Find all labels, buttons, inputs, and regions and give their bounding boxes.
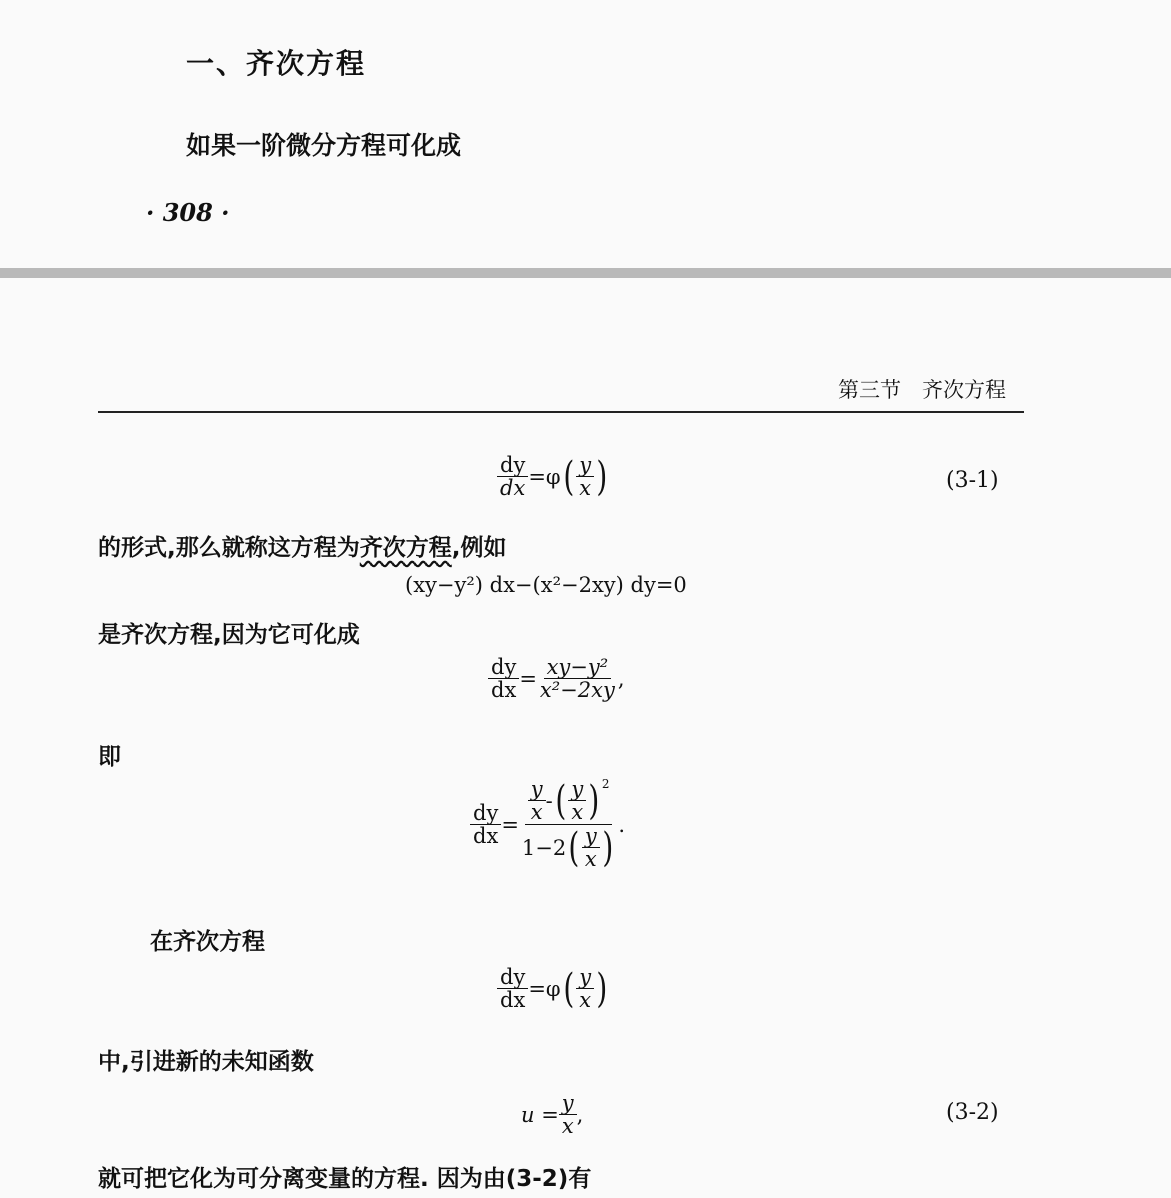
equation-2: $\frac{dy}{dx}$ = $\frac{\text{xy−y²}}{\text{x²−2xy}}$ , [488, 656, 625, 702]
page-number: · 308 · [146, 198, 230, 227]
intro-text: 如果一阶微分方程可化成 [186, 131, 462, 160]
example-equation: (xy−y²) dx−(x²−2xy) dy=0 [405, 573, 687, 597]
derivative-fraction: $\frac{dy}{dx}$ [497, 454, 528, 500]
equation-number-3-1: (3-1) [946, 468, 999, 493]
left-paren: ( [562, 454, 574, 501]
paragraph-1: 的形式,那么就称这方程为齐次方程,例如 [98, 535, 507, 561]
right-paren: ) [596, 454, 608, 501]
equation-4: $\frac{dy}{dx}$ =φ ( $\frac{y}{x}$ ) [497, 966, 610, 1012]
section-heading: 一、齐次方程 [186, 47, 367, 80]
equation-3-1 [497, 454, 610, 500]
ratio-fraction: $\frac{y}{x}$ [576, 454, 594, 500]
running-header: 第三节 齐次方程 [838, 378, 1006, 402]
paragraph-2: 是齐次方程,因为它可化成 [98, 622, 360, 648]
paragraph-5: 中,引进新的未知函数 [98, 1049, 314, 1075]
paragraph-6: 就可把它化为可分离变量的方程. 因为由(3-2)有 [98, 1166, 592, 1192]
equation-3-2: u = $\frac{y}{x}$ , [521, 1091, 584, 1139]
key-term: 齐次方程 [359, 535, 452, 561]
header-rule [98, 411, 1024, 413]
previous-page [0, 0, 1171, 268]
equation-3: $\frac{dy}{dx}$ = $\frac{y}{x}$ - ( $\frac{y}{x}$ ) $^2$ 1−2 ( $\frac{y}{x}$ ) . [470, 778, 625, 871]
big-fraction: $\frac{y}{x}$ - ( $\frac{y}{x}$ ) $^2$ 1−2 ( $\frac{y}{x}$ ) [521, 777, 614, 872]
paragraph-4: 在齐次方程 [150, 929, 265, 955]
paragraph-3: 即 [98, 744, 121, 770]
current-page [0, 278, 1171, 1198]
equals-phi: =φ [528, 465, 561, 490]
equation-number-3-2: (3-2) [946, 1100, 999, 1125]
